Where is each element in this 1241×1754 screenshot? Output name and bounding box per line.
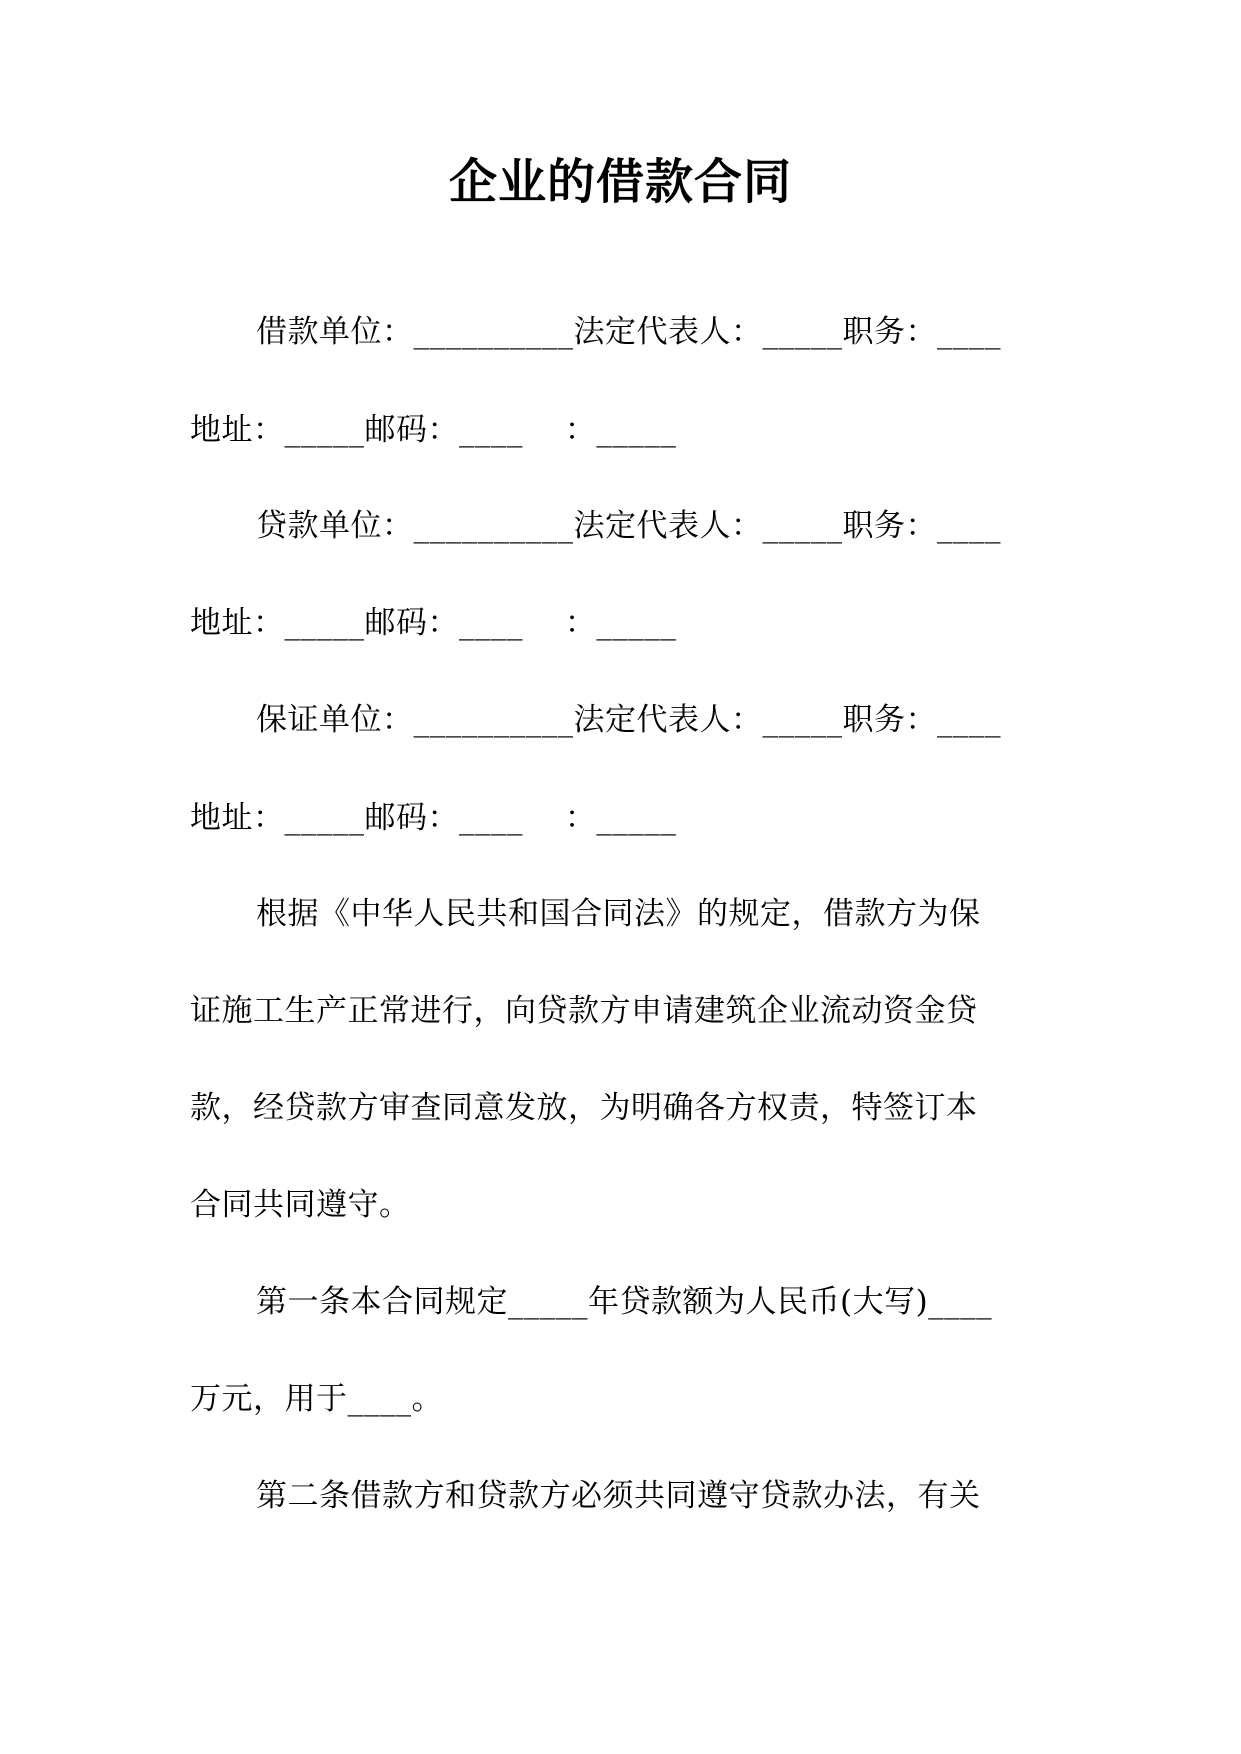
article-1-line-2: 万元，用于____。 <box>190 1381 443 1417</box>
article-1-line-1: 第一条本合同规定_____年贷款额为人民币(大写)____ <box>256 1284 993 1320</box>
guarantor-unit-line: 保证单位：__________法定代表人：_____职务：____ <box>256 702 1001 738</box>
lender-address-line: 地址：_____邮码：____ ：_____ <box>190 605 677 641</box>
lender-unit-line: 贷款单位：__________法定代表人：_____职务：____ <box>256 508 1001 544</box>
preamble-line-1: 根据《中华人民共和国合同法》的规定，借款方为保 <box>256 896 981 932</box>
article-2-line-1: 第二条借款方和贷款方必须共同遵守贷款办法，有关 <box>256 1478 981 1514</box>
preamble-line-2: 证施工生产正常进行，向贷款方申请建筑企业流动资金贷 <box>190 993 978 1029</box>
preamble-line-3: 款，经贷款方审查同意发放，为明确各方权责，特签订本 <box>190 1090 978 1126</box>
borrower-unit-line: 借款单位：__________法定代表人：_____职务：____ <box>256 314 1001 350</box>
borrower-address-line: 地址：_____邮码：____ ：_____ <box>190 412 677 448</box>
preamble-line-4: 合同共同遵守。 <box>190 1187 411 1223</box>
guarantor-address-line: 地址：_____邮码：____ ：_____ <box>190 800 677 836</box>
document-title: 企业的借款合同 <box>448 154 792 210</box>
